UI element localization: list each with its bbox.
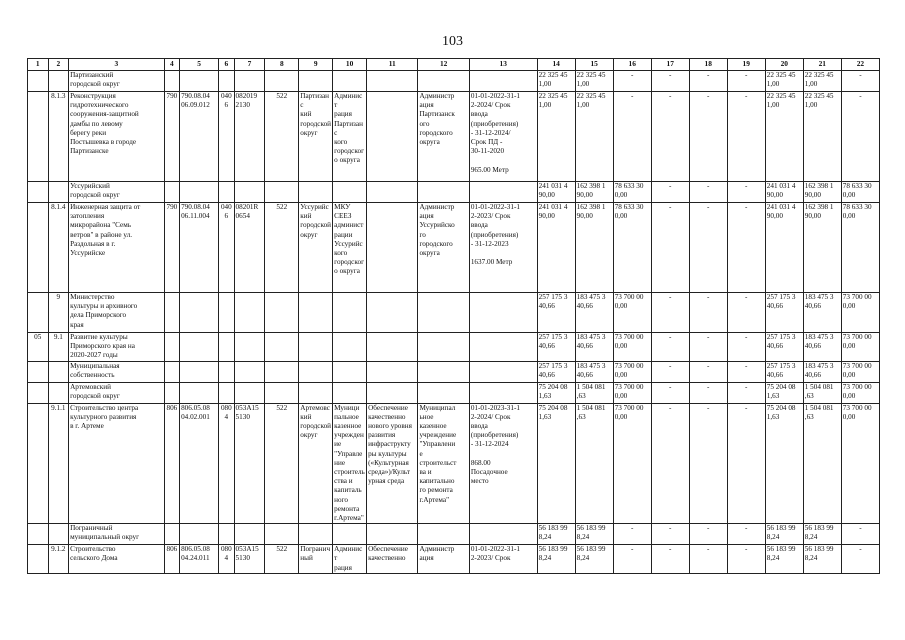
table-cell: - bbox=[651, 382, 689, 403]
table-cell bbox=[418, 71, 469, 92]
table-cell: - bbox=[651, 182, 689, 203]
table-cell: - bbox=[613, 92, 651, 182]
table-cell bbox=[234, 293, 265, 333]
table-cell bbox=[164, 182, 179, 203]
table-cell: 183 475 3 40,66 bbox=[803, 293, 841, 333]
table-cell: 73 700 00 0,00 bbox=[613, 382, 651, 403]
table-cell: 1 504 081 ,63 bbox=[803, 382, 841, 403]
table-cell bbox=[234, 361, 265, 382]
table-cell: - bbox=[727, 361, 765, 382]
table-cell: 78 633 30 0,00 bbox=[841, 203, 879, 293]
table-cell: Муниципал ьное казенное учреждение "Управлени е строительст ва и капитально го ремонта г.Артема" bbox=[418, 403, 469, 524]
table-cell: Муниципальная собственность bbox=[69, 361, 165, 382]
table-cell: 73 700 00 0,00 bbox=[613, 293, 651, 333]
table-cell: - bbox=[689, 545, 727, 574]
table-cell bbox=[469, 382, 537, 403]
table-cell: 9.1 bbox=[48, 333, 69, 362]
table-cell: - bbox=[727, 71, 765, 92]
table-cell bbox=[265, 71, 299, 92]
table-cell: 522 bbox=[265, 403, 299, 524]
table-cell bbox=[299, 293, 333, 333]
table-cell: - bbox=[841, 71, 879, 92]
table-cell: 053А15 5130 bbox=[234, 403, 265, 524]
table-cell: - bbox=[651, 92, 689, 182]
table-cell bbox=[265, 293, 299, 333]
column-header: 21 bbox=[803, 59, 841, 71]
table-cell bbox=[28, 524, 49, 545]
table-cell: Администр ация Уссурийско го городского округа bbox=[418, 203, 469, 293]
table-cell: 790.08.04 06.09.012 bbox=[180, 92, 219, 182]
table-cell: 1 504 081 ,63 bbox=[575, 403, 613, 524]
table-cell: 22 325 45 1,00 bbox=[803, 71, 841, 92]
table-cell: - bbox=[727, 92, 765, 182]
table-cell bbox=[333, 361, 367, 382]
table-cell: 162 398 1 90,00 bbox=[803, 203, 841, 293]
table-cell bbox=[333, 293, 367, 333]
table-cell bbox=[219, 333, 234, 362]
table-cell: - bbox=[613, 545, 651, 574]
table-cell: 78 633 30 0,00 bbox=[613, 203, 651, 293]
table-cell: 053А15 5130 bbox=[234, 545, 265, 574]
table-cell bbox=[180, 333, 219, 362]
table-cell: 01-01-2022-31-1 2-2023/ Срок bbox=[469, 545, 537, 574]
table-cell bbox=[28, 182, 49, 203]
table-cell: Погранич ный bbox=[299, 545, 333, 574]
table-cell bbox=[469, 293, 537, 333]
table-cell: 522 bbox=[265, 545, 299, 574]
table-cell bbox=[367, 293, 418, 333]
table-row bbox=[28, 333, 880, 362]
table-cell bbox=[367, 203, 418, 293]
table-cell: - bbox=[651, 361, 689, 382]
table-cell bbox=[418, 293, 469, 333]
table-cell: 01-01-2023-31-1 2-2024/ Срок ввода (приобретения) - 31-12-2024 868.00 Посадочное место bbox=[469, 403, 537, 524]
table-cell bbox=[48, 524, 69, 545]
table-cell: 22 325 45 1,00 bbox=[803, 92, 841, 182]
table-cell bbox=[234, 182, 265, 203]
table-cell: - bbox=[841, 92, 879, 182]
table-cell bbox=[164, 293, 179, 333]
table-cell bbox=[367, 382, 418, 403]
table-cell: Артемовс кий городской округ bbox=[299, 403, 333, 524]
column-header: 22 bbox=[841, 59, 879, 71]
table-cell bbox=[180, 71, 219, 92]
table-cell: 790.08.04 06.11.004 bbox=[180, 203, 219, 293]
table-cell bbox=[219, 293, 234, 333]
table-cell bbox=[367, 524, 418, 545]
table-cell bbox=[180, 382, 219, 403]
table-cell bbox=[164, 361, 179, 382]
column-header: 17 bbox=[651, 59, 689, 71]
table-cell bbox=[219, 361, 234, 382]
table-cell: 082019 2130 bbox=[234, 92, 265, 182]
table-cell: 75 204 08 1,63 bbox=[765, 382, 803, 403]
table-cell bbox=[164, 71, 179, 92]
table-row bbox=[28, 293, 880, 333]
table-cell bbox=[333, 382, 367, 403]
column-header: 18 bbox=[689, 59, 727, 71]
table-cell: 806 bbox=[164, 403, 179, 524]
table-cell: 257 175 3 40,66 bbox=[537, 361, 575, 382]
table-row bbox=[28, 524, 880, 545]
column-header: 7 bbox=[234, 59, 265, 71]
table-cell: 73 700 00 0,00 bbox=[841, 361, 879, 382]
table-cell: 73 700 00 0,00 bbox=[613, 361, 651, 382]
table-cell bbox=[180, 361, 219, 382]
table-cell: 183 475 3 40,66 bbox=[575, 333, 613, 362]
table-cell: Министерство культуры и архивного дела Приморского края bbox=[69, 293, 165, 333]
table-cell: 790 bbox=[164, 92, 179, 182]
column-header: 1 bbox=[28, 59, 49, 71]
table-cell bbox=[28, 361, 49, 382]
header-row bbox=[28, 59, 880, 71]
table-cell: 790 bbox=[164, 203, 179, 293]
table-cell: 162 398 1 90,00 bbox=[803, 182, 841, 203]
table-cell bbox=[333, 182, 367, 203]
table-cell bbox=[333, 524, 367, 545]
table-cell: - bbox=[689, 382, 727, 403]
table-cell: - bbox=[727, 545, 765, 574]
table-cell bbox=[265, 333, 299, 362]
table-cell: - bbox=[651, 71, 689, 92]
table-cell: 522 bbox=[265, 92, 299, 182]
table-cell: - bbox=[689, 92, 727, 182]
table-cell: Строительство центра культурного развития в г. Артеме bbox=[69, 403, 165, 524]
table-cell bbox=[418, 361, 469, 382]
table-cell: - bbox=[689, 524, 727, 545]
table-cell bbox=[469, 71, 537, 92]
table-cell bbox=[28, 203, 49, 293]
table-cell: - bbox=[651, 333, 689, 362]
table-cell: - bbox=[841, 545, 879, 574]
table-cell: Развитие культуры Приморского края на 2020-2027 годы bbox=[69, 333, 165, 362]
table-cell bbox=[469, 524, 537, 545]
table-row bbox=[28, 382, 880, 403]
table-cell: - bbox=[727, 293, 765, 333]
table-cell bbox=[367, 71, 418, 92]
table-cell: 78 633 30 0,00 bbox=[841, 182, 879, 203]
column-header: 8 bbox=[265, 59, 299, 71]
table-cell: Партизанский городской округ bbox=[69, 71, 165, 92]
table-cell: Партизанс кий городской округ bbox=[299, 92, 333, 182]
table-cell: Админист рация Партизанс кого городског о округа bbox=[333, 92, 367, 182]
table-cell: - bbox=[651, 545, 689, 574]
column-header: 6 bbox=[219, 59, 234, 71]
table-cell bbox=[299, 382, 333, 403]
table-cell: - bbox=[727, 333, 765, 362]
table-cell bbox=[234, 333, 265, 362]
column-header: 3 bbox=[69, 59, 165, 71]
column-header: 16 bbox=[613, 59, 651, 71]
table-cell: 241 031 4 90,00 bbox=[537, 182, 575, 203]
table-cell: 73 700 00 0,00 bbox=[841, 382, 879, 403]
column-header: 15 bbox=[575, 59, 613, 71]
table-cell: 22 325 45 1,00 bbox=[575, 71, 613, 92]
table-cell: Пограничный муниципальный округ bbox=[69, 524, 165, 545]
table-cell: Админист рация bbox=[333, 545, 367, 574]
table-cell: Обеспечение качественно bbox=[367, 545, 418, 574]
table-cell: Реконструкция гидротехнического сооружения-защитной дамбы по левому берегу реки Постышевка в городе Партизанске bbox=[69, 92, 165, 182]
table-cell bbox=[265, 361, 299, 382]
table-cell: - bbox=[727, 403, 765, 524]
table-cell: 56 183 99 8,24 bbox=[803, 524, 841, 545]
table-cell: - bbox=[613, 524, 651, 545]
table-cell bbox=[418, 182, 469, 203]
table-cell bbox=[28, 92, 49, 182]
table-cell: Обеспечение качественно нового уровня развития инфраструкту ры культуры («Культурная среда»)/Культ урная среда bbox=[367, 403, 418, 524]
table-cell: - bbox=[613, 71, 651, 92]
table-cell bbox=[265, 182, 299, 203]
table-cell: - bbox=[651, 524, 689, 545]
table-row bbox=[28, 92, 880, 182]
table-row bbox=[28, 403, 880, 524]
table-cell bbox=[265, 524, 299, 545]
table-cell: 257 175 3 40,66 bbox=[765, 333, 803, 362]
budget-table bbox=[27, 58, 880, 574]
table-cell bbox=[164, 333, 179, 362]
table-cell bbox=[28, 71, 49, 92]
table-cell bbox=[219, 71, 234, 92]
table-cell: - bbox=[651, 403, 689, 524]
table-cell: Уссурийс кий городской округ bbox=[299, 203, 333, 293]
table-cell bbox=[299, 71, 333, 92]
table-cell: 73 700 00 0,00 bbox=[841, 293, 879, 333]
table-cell: 01-01-2022-31-1 2-2024/ Срок ввода (приобретения) - 31-12-2024/ Срок ПД - 30-11-2020 965.00 Метр bbox=[469, 92, 537, 182]
table-cell: 75 204 08 1,63 bbox=[537, 403, 575, 524]
table-cell: 73 700 00 0,00 bbox=[841, 403, 879, 524]
table-cell bbox=[180, 524, 219, 545]
table-cell: 22 325 45 1,00 bbox=[765, 71, 803, 92]
table-cell: 0406 bbox=[219, 203, 234, 293]
table-row bbox=[28, 71, 880, 92]
table-cell bbox=[234, 524, 265, 545]
table-cell: 73 700 00 0,00 bbox=[613, 333, 651, 362]
table-cell bbox=[299, 182, 333, 203]
table-cell: 08201R 0654 bbox=[234, 203, 265, 293]
table-cell: 1 504 081 ,63 bbox=[575, 382, 613, 403]
table-cell bbox=[219, 382, 234, 403]
table-cell bbox=[219, 524, 234, 545]
table-cell bbox=[219, 182, 234, 203]
table-cell: 9.1.2 bbox=[48, 545, 69, 574]
table-cell: 806.05.08 04.02.001 bbox=[180, 403, 219, 524]
table-cell: Администр ация Партизанск ого городского округа bbox=[418, 92, 469, 182]
table-cell bbox=[28, 382, 49, 403]
table-cell bbox=[333, 333, 367, 362]
table-cell bbox=[367, 333, 418, 362]
table-cell: 0804 bbox=[219, 545, 234, 574]
table-cell: 56 183 99 8,24 bbox=[803, 545, 841, 574]
table-cell: 56 183 99 8,24 bbox=[575, 524, 613, 545]
page-number: 103 bbox=[442, 34, 463, 49]
table-cell: 0406 bbox=[219, 92, 234, 182]
table-row bbox=[28, 182, 880, 203]
table-cell bbox=[48, 182, 69, 203]
table-cell: - bbox=[727, 382, 765, 403]
table-cell: - bbox=[727, 182, 765, 203]
table-cell: 806 bbox=[164, 545, 179, 574]
table-cell: 9 bbox=[48, 293, 69, 333]
table-cell: Муници пальное казенное учрежден ие "Управле ние строитель ства и капиталь ного ремонта г.Артема" bbox=[334, 403, 365, 523]
table-cell: 257 175 3 40,66 bbox=[537, 293, 575, 333]
table-cell bbox=[469, 361, 537, 382]
table-cell: 56 183 99 8,24 bbox=[765, 545, 803, 574]
table-cell bbox=[234, 382, 265, 403]
column-header: 4 bbox=[164, 59, 179, 71]
table-cell: 78 633 30 0,00 bbox=[613, 182, 651, 203]
table-cell: 56 183 99 8,24 bbox=[537, 524, 575, 545]
table-cell: Строительство сельского Дома bbox=[69, 545, 165, 574]
table-cell bbox=[367, 92, 418, 182]
table-cell: 257 175 3 40,66 bbox=[537, 333, 575, 362]
table-cell: 56 183 99 8,24 bbox=[765, 524, 803, 545]
table-cell: 1 504 081 ,63 bbox=[803, 403, 841, 524]
table-cell: - bbox=[689, 203, 727, 293]
table-cell: МКУ СЕЕЗ админист рации Уссурийс кого городског о округа bbox=[333, 203, 367, 293]
table-cell: 75 204 08 1,63 bbox=[537, 382, 575, 403]
table-cell: 183 475 3 40,66 bbox=[803, 361, 841, 382]
table-cell bbox=[265, 382, 299, 403]
table-cell: 9.1.1 bbox=[48, 403, 69, 524]
table-cell bbox=[28, 403, 49, 524]
table-row bbox=[28, 361, 880, 382]
table-cell bbox=[299, 524, 333, 545]
column-header: 12 bbox=[418, 59, 469, 71]
column-header: 2 bbox=[48, 59, 69, 71]
table-cell bbox=[164, 524, 179, 545]
table-cell: - bbox=[689, 71, 727, 92]
table-cell: - bbox=[689, 333, 727, 362]
table-cell: 183 475 3 40,66 bbox=[803, 333, 841, 362]
table-cell bbox=[418, 333, 469, 362]
table-cell: 241 031 4 90,00 bbox=[765, 182, 803, 203]
table-cell bbox=[180, 182, 219, 203]
table-cell: - bbox=[689, 293, 727, 333]
table-cell: 183 475 3 40,66 bbox=[575, 293, 613, 333]
table-cell bbox=[28, 293, 49, 333]
table-cell bbox=[367, 361, 418, 382]
column-header: 20 bbox=[765, 59, 803, 71]
table-row bbox=[28, 203, 880, 293]
table-cell bbox=[333, 71, 367, 92]
column-header: 9 bbox=[299, 59, 333, 71]
table-cell bbox=[418, 382, 469, 403]
column-header: 11 bbox=[367, 59, 418, 71]
table-cell: - bbox=[689, 182, 727, 203]
table-cell: 73 700 00 0,00 bbox=[613, 403, 651, 524]
table-cell: - bbox=[727, 203, 765, 293]
table-cell: 8.1.4 bbox=[48, 203, 69, 293]
table-cell bbox=[28, 545, 49, 574]
table-cell: 183 475 3 40,66 bbox=[575, 361, 613, 382]
table-cell: 22 325 45 1,00 bbox=[537, 92, 575, 182]
table-cell: 522 bbox=[265, 203, 299, 293]
table-cell: 257 175 3 40,66 bbox=[765, 293, 803, 333]
column-header: 19 bbox=[727, 59, 765, 71]
table-cell: 05 bbox=[28, 333, 49, 362]
table-cell: 73 700 00 0,00 bbox=[841, 333, 879, 362]
table-row bbox=[28, 545, 880, 574]
column-header: 14 bbox=[537, 59, 575, 71]
table-cell: 8.1.3 bbox=[48, 92, 69, 182]
table-cell bbox=[367, 182, 418, 203]
table-cell bbox=[164, 382, 179, 403]
table-cell bbox=[469, 333, 537, 362]
table-cell: - bbox=[689, 361, 727, 382]
table-cell bbox=[180, 293, 219, 333]
table-cell bbox=[469, 182, 537, 203]
column-header: 5 bbox=[180, 59, 219, 71]
table-cell: 162 398 1 90,00 bbox=[575, 203, 613, 293]
table-cell: - bbox=[727, 524, 765, 545]
table-cell bbox=[299, 333, 333, 362]
table-cell: Администр ация bbox=[418, 545, 469, 574]
table-cell: 241 031 4 90,00 bbox=[765, 203, 803, 293]
table-cell bbox=[48, 382, 69, 403]
column-header: 13 bbox=[469, 59, 537, 71]
table-cell: 257 175 3 40,66 bbox=[765, 361, 803, 382]
table-cell: - bbox=[651, 293, 689, 333]
table-cell: 0804 bbox=[219, 403, 234, 524]
table-cell: - bbox=[689, 403, 727, 524]
table-cell: 01-01-2022-31-1 2-2023/ Срок ввода (приобретения) - 31-12-2023 1637.00 Метр bbox=[469, 203, 537, 293]
table-cell bbox=[48, 71, 69, 92]
table-cell: 162 398 1 90,00 bbox=[575, 182, 613, 203]
table-cell bbox=[418, 524, 469, 545]
table-cell: - bbox=[651, 203, 689, 293]
table-cell bbox=[48, 361, 69, 382]
table-cell: 22 325 45 1,00 bbox=[537, 71, 575, 92]
table-cell: 22 325 45 1,00 bbox=[765, 92, 803, 182]
table-cell: Артемовский городской округ bbox=[69, 382, 165, 403]
table-cell: 56 183 99 8,24 bbox=[537, 545, 575, 574]
table-cell: 806.05.08 04.24.011 bbox=[180, 545, 219, 574]
table-cell: 22 325 45 1,00 bbox=[575, 92, 613, 182]
table-cell bbox=[234, 71, 265, 92]
table-cell: 241 031 4 90,00 bbox=[537, 203, 575, 293]
table-cell: - bbox=[841, 524, 879, 545]
table-cell: 56 183 99 8,24 bbox=[575, 545, 613, 574]
table-cell: Инженерная защита от затопления микрорайона "Семь ветров" в районе ул. Раздольная в г. Уссурийске bbox=[69, 203, 165, 293]
table-cell: Уссурийский городской округ bbox=[69, 182, 165, 203]
column-header: 10 bbox=[333, 59, 367, 71]
table-cell: 75 204 08 1,63 bbox=[765, 403, 803, 524]
table-cell bbox=[299, 361, 333, 382]
